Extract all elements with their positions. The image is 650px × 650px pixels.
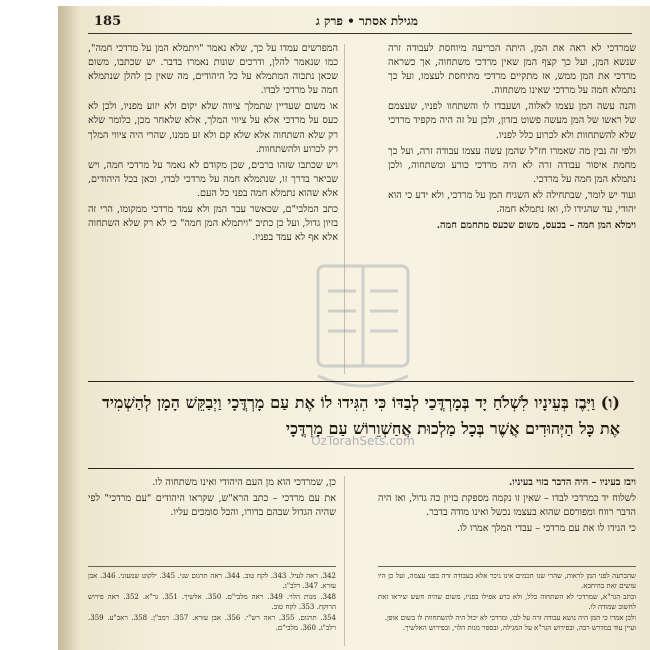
footnote: וכתב הגר"א, שמרדכי לא השתחוה כלל, ולא כרע אפילו בפניו, משום שהיה חשש שיראו זאת לחשוב שמודה לו. — [378, 592, 636, 612]
commentary-paragraph: ולפי זה נבין מה שאמרו חז"ל שהמן עשה עצמו עבודה זרה, ועל כך מחמת איסור עבודה זרה לא היה מרדכי כורע ומשתחוה, ולכן נתמלא המן חמה על מרדכי. — [388, 145, 636, 185]
commentary-paragraph: המפרשים עמדו על כך, שלא נאמר "ויתמלא המן על מרדכי חמה", כמו שנאמר להלן, ודרכים שונות נאמרו בדבר. יש שכתבו, משום שכאן נתכוה המתמלא על כל היהודים, מה שאין כן להלן שנתמלא חמה על מרדכי לבדו. — [88, 43, 338, 97]
verse-commentary-left — [88, 476, 336, 562]
verse-commentary-right — [378, 476, 636, 562]
commentary-paragraph: או משום שעדיין שתמלך ציווה שלא יקום ולא יזוע מפניו, ולכן לא כעס על מרדכי אלא על ציווי המלך, אלא שלאחר מכן, כלומר שלא רק שלא השתחוה אלא שלא קם ולא זע ממנו, שהרי היה ציווי המלך רק לכרוע ולהשתחוות. — [88, 101, 338, 155]
commentary-paragraph: וימלא המן חמה – בכעס, משום שכעס מתחמם חמה. — [436, 220, 636, 232]
footnote: שהכרעה לפני המן לראות, שהרי שנו חכמים אינו ניכר אלא בעבודה זרה בפני עצמה, ועל כן היו עושים זאת בהיחבא. — [378, 572, 636, 591]
commentary-paragraph: שמרדכי לא ראה את המן, היתה הכריעה מיוחסת לעבודה זרה שנשא המן, ועל כך קצף המן שאין מרדכי משתחוה, אך כשראה מרדכי את המן ממש, אז מתקיים מרדכי מתיחסת לעצמו, ועל כך נתמלא חמה על מרדכי שאינו משתחוה. — [388, 43, 636, 97]
commentary-paragraph: כתב המלבי"ם, שכאשר עבר המן ולא עמד מרדכי ממקומו, הרי זה בזיון גדול, ועל כן כתיב "ויתמלא המן חמה" כי לא רק שלא השתחוה אלא אף לא עמד בפניו. — [88, 204, 338, 244]
running-head: מגילת אסתר • פרק ג — [315, 14, 418, 28]
commentary-paragraph: ויש שכתבו שזהו ברבים, שכן מקודם לא נאמר על מרדכי חמה, ויש שביאר בדרך זו, שנתמלא חמה על מרדכי לבדו, וכאן בכל היהודים, אלא שהוא נתמלא חמה בפני כל העם. — [88, 159, 338, 199]
book-page — [58, 6, 650, 650]
footnote-rule — [378, 566, 636, 567]
column-divider — [344, 476, 345, 646]
footnote: 342. ראה לעיל. 343. לקח טוב. 344. ראה תרגום שני. 345. ילקוט שמעוני. 346. אבן עזרא. 347. רלב"ג. — [88, 572, 336, 591]
column-divider — [344, 44, 345, 374]
commentary-paragraph: ועוד יש לומר, שבתחילה לא השגיח המן על מרדכי, ולא ידע כי הוא יהודי, עד שהגידו לו, ואז נתמלא חמה. — [388, 189, 636, 216]
footnote: ולכן אמרו כי המן היה נושא עבודה זרה על לבו, ומרדכי לא יכול היה להשתחוות לו בשום אופן. — [384, 613, 636, 622]
footnote: 354. תרגום. 355. ראה רש"י. 356. אבן עזרא. 357. רמב"ן. 358. ראב"ע. 359. רלב"ג. 360. מלבי"ם. — [88, 613, 336, 633]
verse-text — [102, 390, 620, 442]
commentary-column-left — [88, 42, 338, 376]
footnote-rule — [88, 566, 336, 567]
verse-number: (ו) — [600, 393, 620, 412]
footnote: 348. מנות הלוי. 349. ראה מלבי"ם. 350. אלשיך. 351. גר"א. 352. ראה פירוש הרוקח. 353. לקח טוב. — [88, 592, 336, 612]
footnotes-left — [88, 571, 336, 649]
footnote: ועיין עוד במדרש רבה, ובפירוש הגר"א על המגילה, ובספר מנות הלוי, ובפירוש האלשיך. — [402, 624, 636, 633]
verse-box — [88, 381, 634, 469]
commentary-paragraph: והנה עשה המן עצמו לאלוה, ושעבדו לו והשתחוו לפניו, שעצמם של ראשו של המן מעשה פשוט בזדון, ולכן על זה היה מקפיד מרדכי שלא להשתחוות ולא לכרוע כלל לפניו. — [388, 101, 636, 141]
commentary-paragraph: לשלוח יד במרדכי לבדו – שאין זו נקמה מספקת בזיון כה גדול, ואז היה הדבר רווח ומפורסם שהוא בעצמו נכשל ואינו מודה בדבר. — [378, 493, 636, 519]
commentary-paragraph: כן, שמרדכי הוא מן העם היהודי ואינו משתחוה לו. — [152, 477, 336, 488]
commentary-column-right — [388, 42, 636, 376]
spine-shadow — [58, 6, 80, 650]
verse-body: וַיִּבֶז בְּעֵינָיו לִשְׁלֹחַ יָד בְּמָרְדֳּכַי לְבַדּוֹ כִּי הִגִּידוּ לוֹ אֶת עַם מָרְדֳּכָי וַיְבַקֵּשׁ הָמָן לְהַשְׁמִיד אֶת כָּל הַיְּהוּדִים אֲשֶׁר בְּכָל מַלְכוּת אֲחַשְׁוֵרוֹשׁ עַם מָרְדֳּכָי — [102, 393, 620, 438]
commentary-paragraph: את עם מרדכי – כתב הרא"ש, שקראו היהודים "עם מרדכי" לפי שהיה הגדול שבהם בדורו, והכל סומכים עליו. — [88, 493, 336, 519]
watermark-label: OzTorahSets.com — [311, 434, 415, 448]
commentary-paragraph: כי הגידו לו את עם מרדכי – עבדי המלך אמרו לו. — [456, 523, 636, 535]
commentary-paragraph: ויבז בעיניו – היה הדבר בזוי בעיניו. — [508, 477, 636, 488]
header-rule — [88, 33, 632, 34]
footnotes-right — [378, 571, 636, 649]
page-number: 185 — [94, 14, 122, 29]
